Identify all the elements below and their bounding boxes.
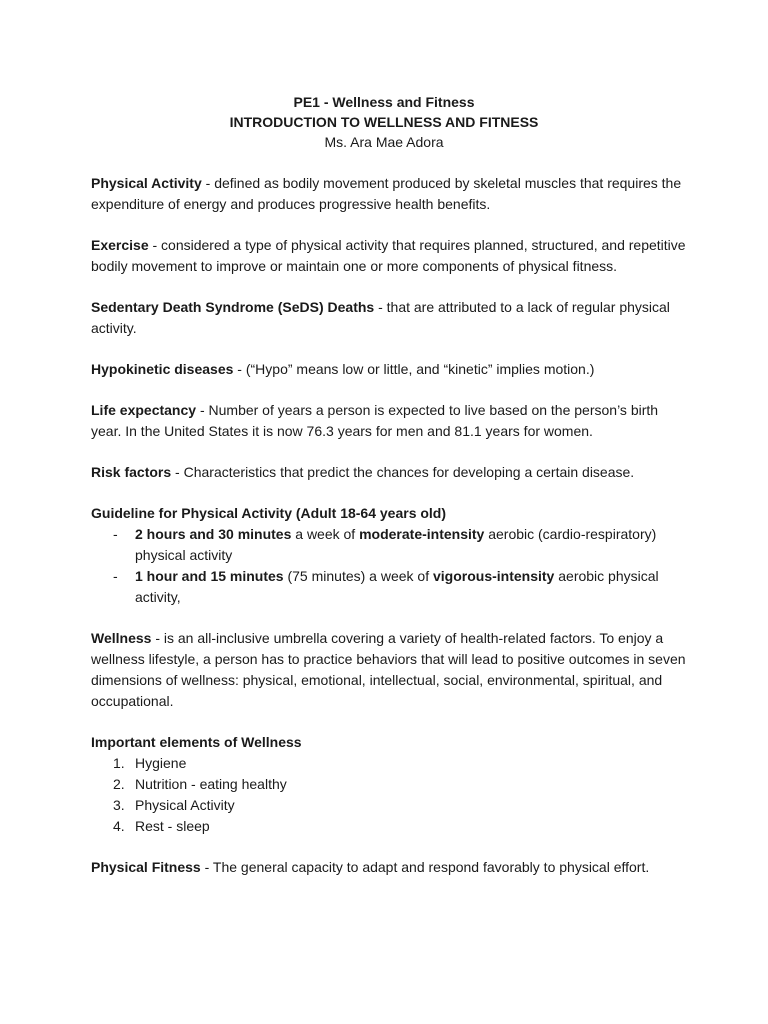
definition-text: - considered a type of physical activity that requires planned, structured, and repetitive bodily movement to improve or maintain one or more components of physical fitness. <box>91 237 686 274</box>
definition-text: - is an all-inclusive umbrella covering a variety of health-related factors. To enjoy a wellness lifestyle, a person has to practice behaviors that will lead to positive outcomes in seven dimensions of wellness: physical, emotional, intellectual, social, environmental, spiritual, and occupational. <box>91 630 686 709</box>
guideline-duration: 2 hours and 30 minutes <box>135 526 292 542</box>
document-header <box>0 92 768 152</box>
definition-term: Risk factors <box>91 464 172 480</box>
list-item <box>91 774 691 795</box>
list-item <box>91 524 691 566</box>
list-text: Physical Activity <box>135 797 235 813</box>
definition-physical-activity <box>91 173 691 215</box>
definition-term: Sedentary Death Syndrome (SeDS) Deaths <box>91 299 375 315</box>
wellness-elements-heading: Important elements of Wellness <box>91 734 302 750</box>
list-item <box>91 753 691 774</box>
guideline-text: a week of <box>291 526 360 542</box>
list-item <box>91 795 691 816</box>
guideline-text: (75 minutes) a week of <box>283 568 433 584</box>
definition-term: Life expectancy <box>91 402 197 418</box>
definition-term: Exercise <box>91 237 149 253</box>
document-body <box>91 173 691 898</box>
lesson-title: INTRODUCTION TO WELLNESS AND FITNESS <box>229 114 539 130</box>
definition-text: - Characteristics that predict the chances for developing a certain disease. <box>171 464 635 480</box>
list-number: 3. <box>113 797 125 813</box>
definition-text: - Number of years a person is expected to live based on the person’s birth year. In the United States it is now 76.3 years for men and 81.1 years for women. <box>91 402 659 439</box>
list-item <box>91 566 691 608</box>
wellness-elements-list <box>91 753 691 837</box>
course-title: PE1 - Wellness and Fitness <box>293 94 475 110</box>
definition-term: Wellness <box>91 630 152 646</box>
list-item <box>91 816 691 837</box>
definition-text: - defined as bodily movement produced by skeletal muscles that requires the expenditure of energy and produces progressive health benefits. <box>91 175 682 212</box>
definition-term: Physical Activity <box>91 175 202 191</box>
definition-term: Hypokinetic diseases <box>91 361 234 377</box>
guideline-text: aerobic physical activity, <box>135 568 659 605</box>
definition-exercise <box>91 235 691 277</box>
guideline-heading: Guideline for Physical Activity (Adult 18-64 years old) <box>91 505 447 521</box>
list-text: Nutrition - eating healthy <box>135 776 287 792</box>
guideline-duration: 1 hour and 15 minutes <box>135 568 284 584</box>
author-name: Ms. Ara Mae Adora <box>324 134 444 150</box>
list-text: Rest - sleep <box>135 818 210 834</box>
dash-bullet: - <box>113 526 118 542</box>
definition-physical-fitness <box>91 857 691 878</box>
guideline-intensity: vigorous-intensity <box>433 568 555 584</box>
dash-bullet: - <box>113 568 118 584</box>
definition-text: - that are attributed to a lack of regular physical activity. <box>91 299 670 336</box>
guideline-list <box>91 524 691 608</box>
definition-seds <box>91 297 691 339</box>
guideline-text: aerobic (cardio-respiratory) physical activity <box>135 526 657 563</box>
definition-risk-factors <box>91 462 691 483</box>
definition-text: - The general capacity to adapt and respond favorably to physical effort. <box>200 859 650 875</box>
definition-hypokinetic <box>91 359 691 380</box>
guideline-section <box>91 503 691 608</box>
guideline-intensity: moderate-intensity <box>359 526 485 542</box>
list-text: Hygiene <box>135 755 187 771</box>
definition-wellness <box>91 628 691 712</box>
list-number: 2. <box>113 776 125 792</box>
definition-life-expectancy <box>91 400 691 442</box>
list-number: 1. <box>113 755 125 771</box>
definition-text: - (“Hypo” means low or little, and “kinetic” implies motion.) <box>233 361 595 377</box>
wellness-elements-section <box>91 732 691 837</box>
definition-term: Physical Fitness <box>91 859 201 875</box>
list-number: 4. <box>113 818 125 834</box>
